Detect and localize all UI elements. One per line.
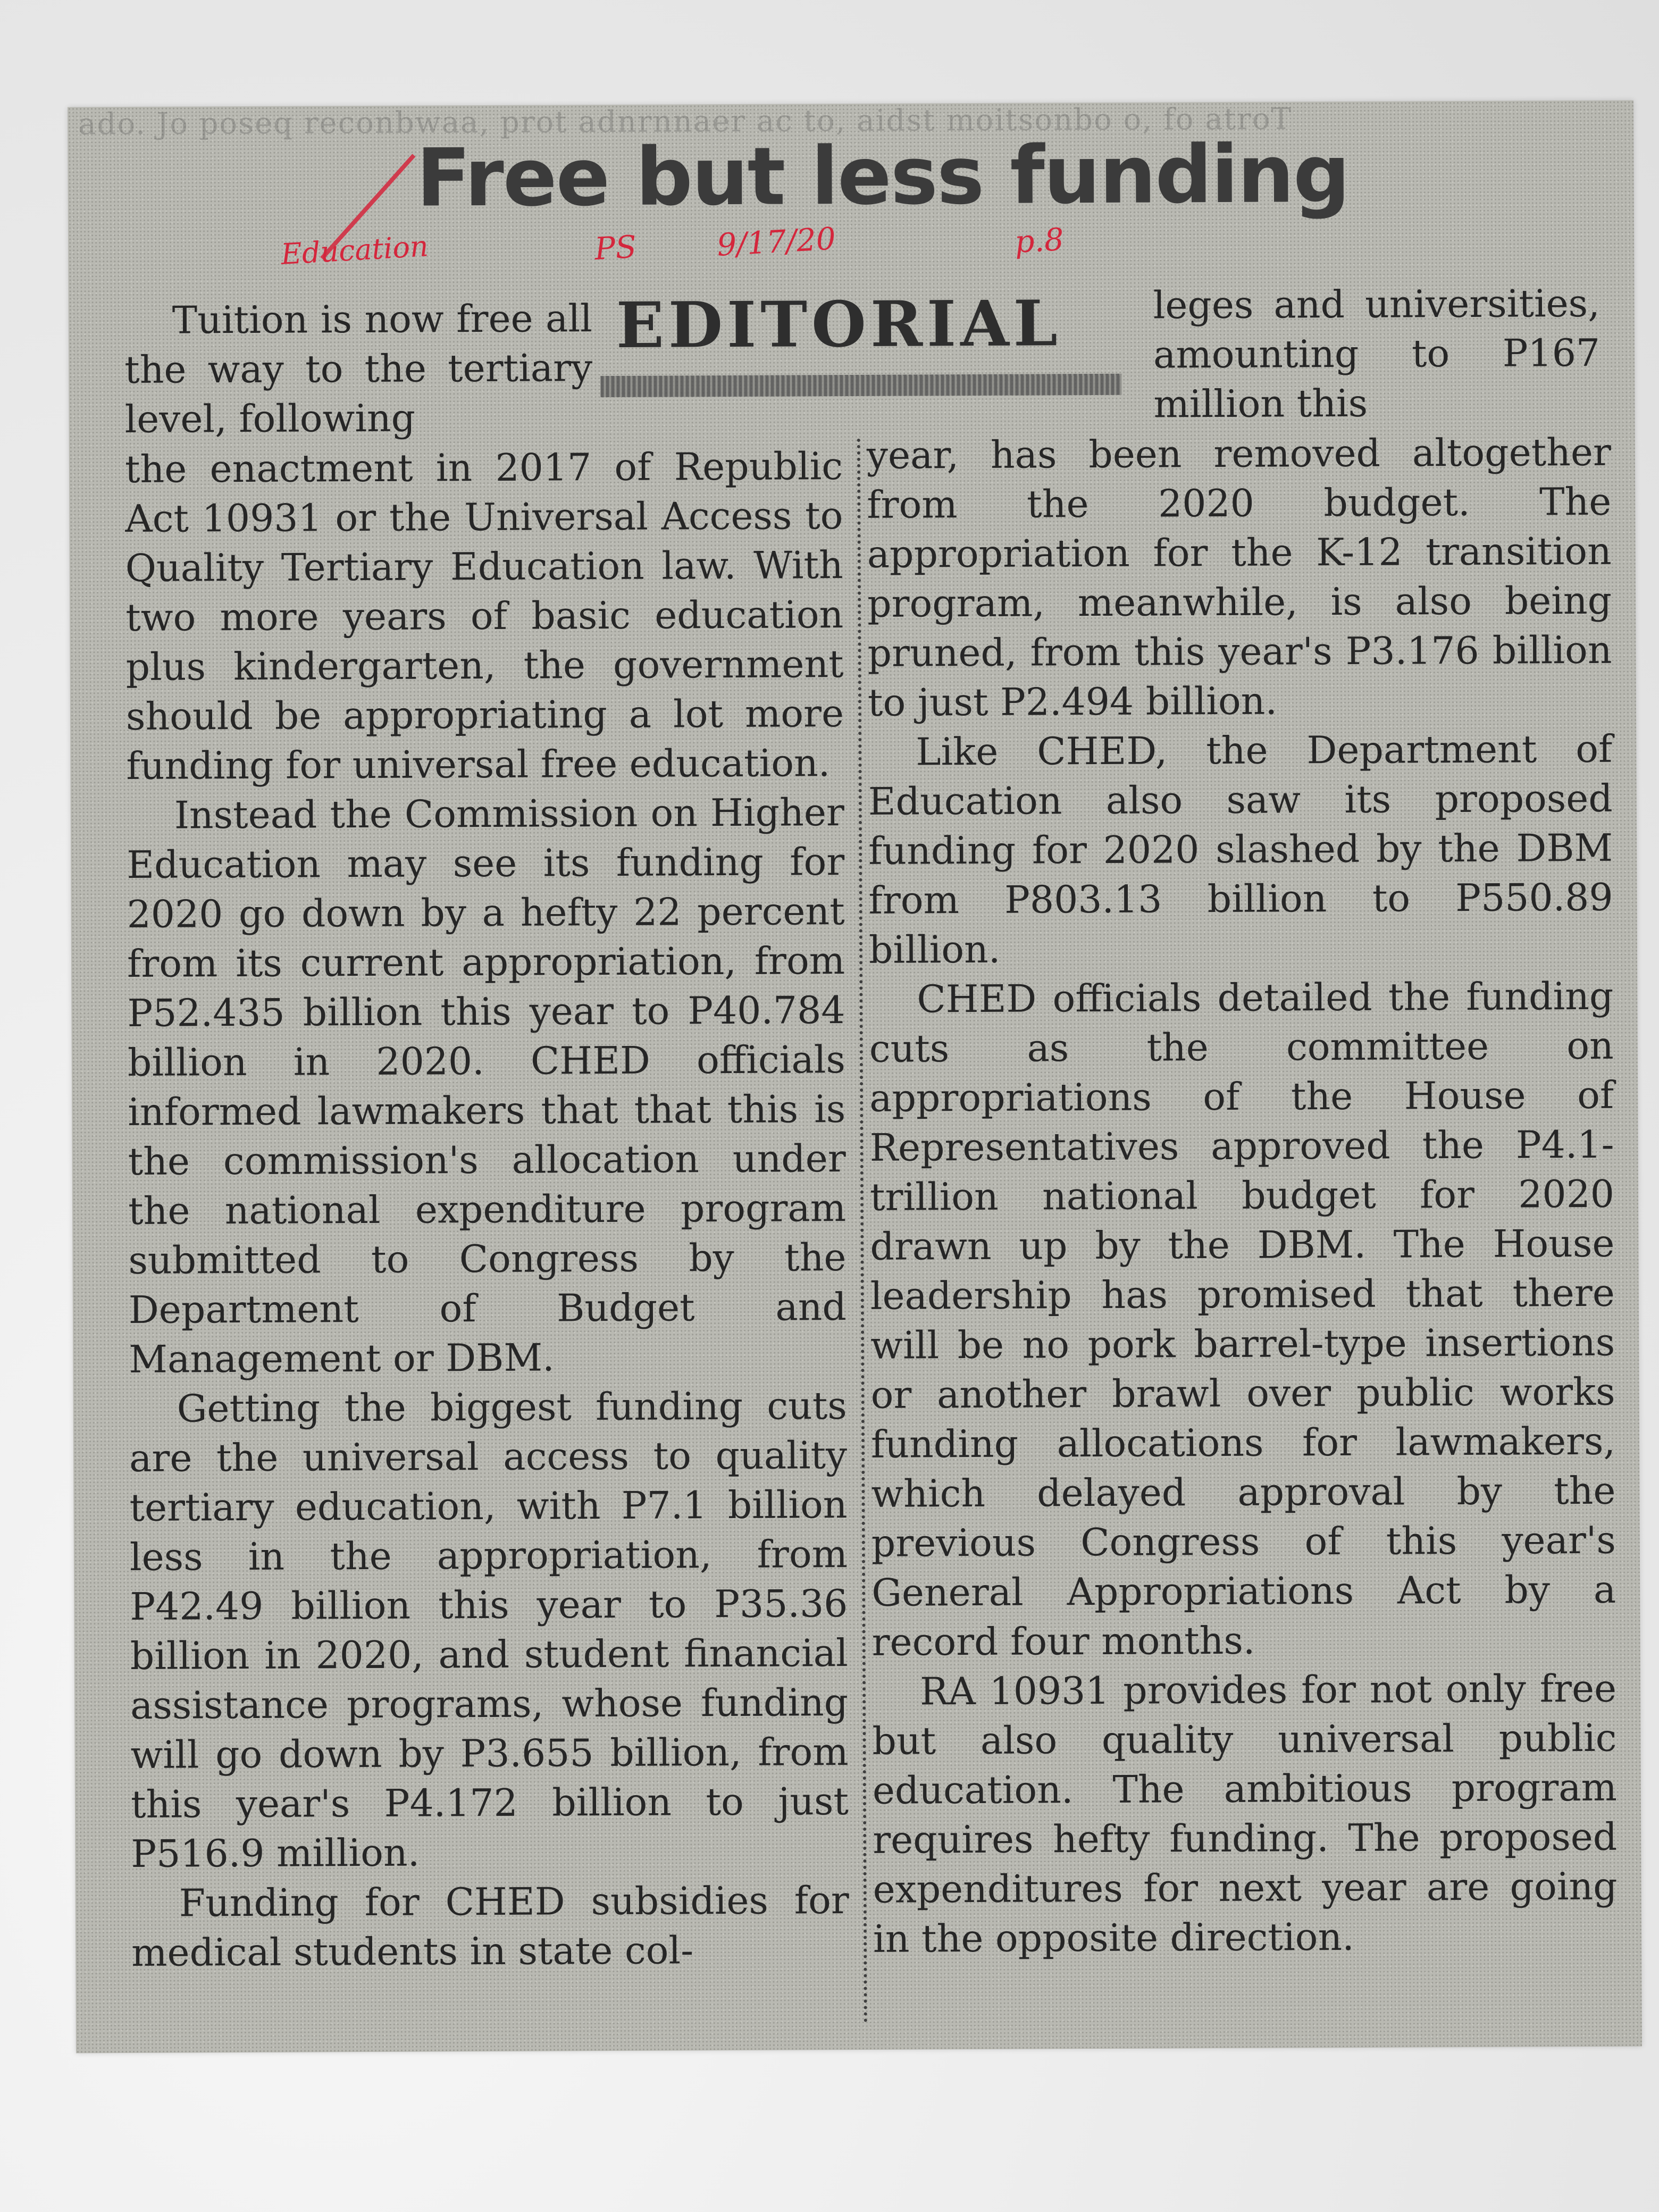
right-column-top xyxy=(1153,279,1600,429)
right-column xyxy=(867,428,1618,1964)
handwritten-paper-note: PS xyxy=(593,228,638,267)
handwritten-page-note: p.8 xyxy=(1013,221,1065,261)
newspaper-clipping xyxy=(68,100,1642,2054)
left-paragraph-2: Instead the Commission on Higher Education may see its funding for 2020 go down by a hefty 22 percent from its current appropriation, from P52.435 billion this year to P40.784 billion in 2020. CHED officials informed lawmakers that that this is the commission's allocation under the national expenditure program submitted to Congress by the Department of Budget and Management or DBM. xyxy=(127,790,847,1381)
left-paragraph-1-rest: the enactment in 2017 of Republic Act 10931 or the Universal Access to Quality Tertiary Education law. With two more years of basic education plus kindergarten, the government should be appropriating a lot more funding for universal free education. xyxy=(124,444,844,788)
headline: Free but less funding xyxy=(416,128,1350,225)
column-divider xyxy=(857,439,867,2023)
right-paragraph-1-start: leges and universities, amounting to P167 million this xyxy=(1153,281,1601,426)
handwritten-section-note: Education xyxy=(280,229,430,271)
left-paragraph-1-start: Tuition is now free all the way to the tertiary level, following xyxy=(124,296,593,441)
right-paragraph-2: Like CHED, the Department of Education also saw its proposed funding for 2020 slashed by the DBM from P803.13 billion to P550.89 billion. xyxy=(868,726,1613,972)
editorial-rule xyxy=(600,374,1121,397)
editorial-label: EDITORIAL xyxy=(616,286,1062,362)
right-paragraph-3: CHED officials detailed the funding cuts as the committee on appropriations of the House of Representatives approved the P4.1-trillion national budget for 2020 drawn up by the DBM. The House leadership has promised that there will be no pork barrel-type insertions or another brawl over public works funding allocations for lawmakers, which delayed approval by the previous Congress of this year's General Appropriations Act by a record four months. xyxy=(869,974,1616,1664)
left-column xyxy=(125,441,850,1978)
left-column-top xyxy=(124,294,593,444)
left-paragraph-4: Funding for CHED subsidies for medical students in state col- xyxy=(131,1878,849,1975)
bleed-through-text: ado. Jo poseq reconbwaa, prot adnrnnaer ac to, aidst moitsonbo o, fo atroT xyxy=(78,102,1293,142)
left-paragraph-3: Getting the biggest funding cuts are the universal access to quality tertiary education, with P7.1 billion less in the appropriation, from P42.49 billion this year to P35.36 billion in 2020, and student financial assistance programs, whose funding will go down by P3.655 billion, from this year's P4.172 billion to just P516.9 million. xyxy=(129,1384,849,1876)
handwritten-date-note: 9/17/20 xyxy=(716,220,837,263)
right-paragraph-1-rest: year, has been removed altogether from the 2020 budget. The appropriation for the K-12 transition program, meanwhile, is also being pruned, from this year's P3.176 billion to just P2.494 billion. xyxy=(866,430,1612,725)
right-paragraph-4: RA 10931 provides for not only free but also quality universal public education. The ambitious program requires hefty funding. The proposed expenditures for next year are going in the opposite direction. xyxy=(872,1666,1618,1961)
